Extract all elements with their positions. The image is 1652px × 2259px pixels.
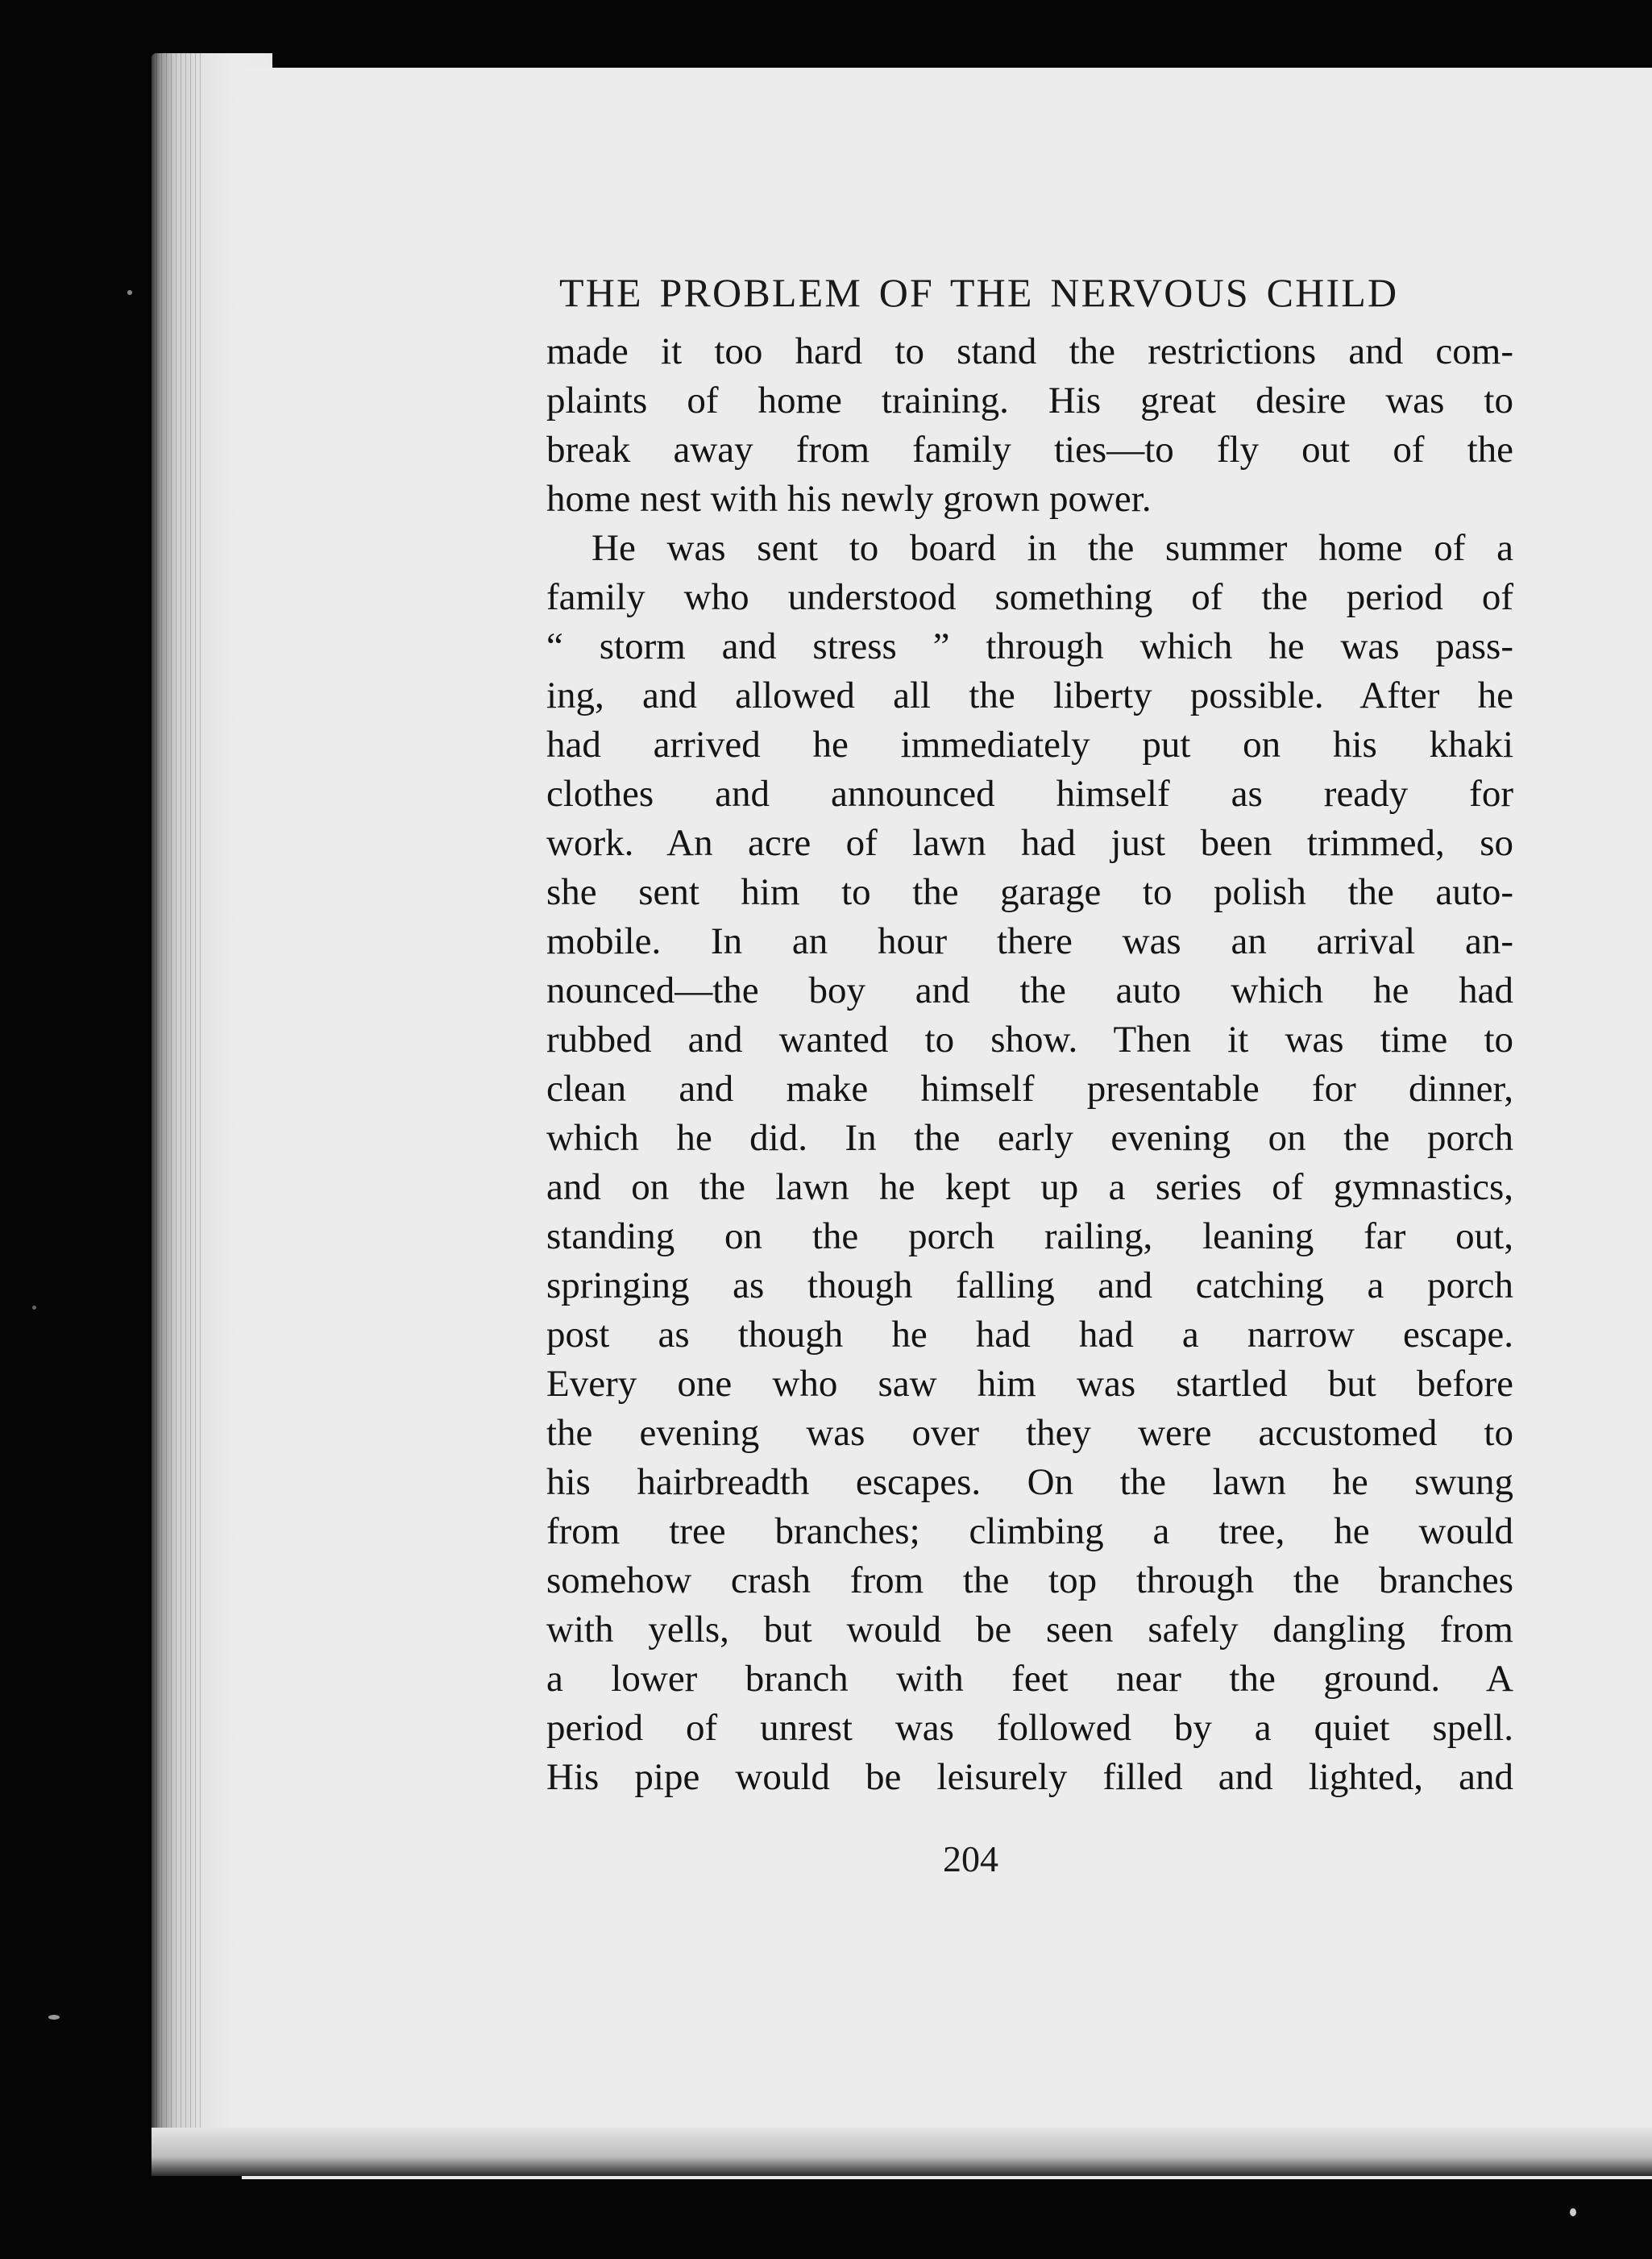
page-number: 204 xyxy=(943,1838,998,1879)
text-line: mobile. In an hour there was an arrival an- xyxy=(546,920,1513,962)
text-line: clean and make himself presentable for dinner, xyxy=(546,1068,1513,1110)
text-line: springing as though falling and catching a porch xyxy=(546,1264,1513,1306)
paragraph-1 xyxy=(546,327,1513,524)
scan-speck xyxy=(32,1306,36,1310)
text-line: which he did. In the early evening on the porch xyxy=(546,1117,1513,1159)
text-line: clothes and announced himself as ready for xyxy=(546,773,1513,815)
text-line: ing, and allowed all the liberty possible. After he xyxy=(546,675,1513,716)
text-line: and on the lawn he kept up a series of gymnastics, xyxy=(546,1166,1513,1208)
text-line: home nest with his newly grown power. xyxy=(546,478,1152,520)
scan-speck xyxy=(48,2015,60,2020)
text-line: from tree branches; climbing a tree, he would xyxy=(546,1510,1513,1552)
text-line: post as though he had had a narrow escape. xyxy=(546,1314,1513,1356)
text-line: family who understood something of the period of xyxy=(546,576,1513,618)
text-line: break away from family ties—to fly out of the xyxy=(546,429,1513,471)
text-line: his hairbreadth escapes. On the lawn he swung xyxy=(546,1461,1513,1503)
text-line: Every one who saw him was startled but before xyxy=(546,1363,1513,1405)
page-bottom-edge xyxy=(152,2128,1652,2176)
text-line: period of unrest was followed by a quiet spell. xyxy=(546,1707,1513,1749)
text-line: a lower branch with feet near the ground. A xyxy=(546,1658,1513,1700)
running-head: THE PROBLEM OF THE NERVOUS CHILD xyxy=(559,270,1399,315)
text-line: standing on the porch railing, leaning far out, xyxy=(546,1215,1513,1257)
scan-speck xyxy=(1570,2208,1576,2216)
text-line: nounced—the boy and the auto which he had xyxy=(546,970,1513,1011)
text-line: with yells, but would be seen safely dangling from xyxy=(546,1609,1513,1651)
text-line: “ storm and stress ” through which he was pass- xyxy=(546,625,1513,667)
text-line: He was sent to board in the summer home of a xyxy=(591,527,1513,569)
text-line: made it too hard to stand the restrictions and com- xyxy=(546,330,1513,372)
text-line: rubbed and wanted to show. Then it was time to xyxy=(546,1019,1513,1061)
text-line: work. An acre of lawn had just been trimmed, so xyxy=(546,822,1513,864)
text-line: plaints of home training. His great desire was to xyxy=(546,380,1513,421)
scan-speck xyxy=(127,290,132,295)
paragraph-2 xyxy=(546,524,1513,1802)
text-line: the evening was over they were accustomed to xyxy=(546,1412,1513,1454)
text-line: she sent him to the garage to polish the auto- xyxy=(546,871,1513,913)
text-line: His pipe would be leisurely filled and lighted, and xyxy=(546,1756,1513,1798)
page-text xyxy=(546,266,1513,1802)
text-line: had arrived he immediately put on his khaki xyxy=(546,724,1513,766)
text-line: somehow crash from the top through the branches xyxy=(546,1559,1513,1601)
